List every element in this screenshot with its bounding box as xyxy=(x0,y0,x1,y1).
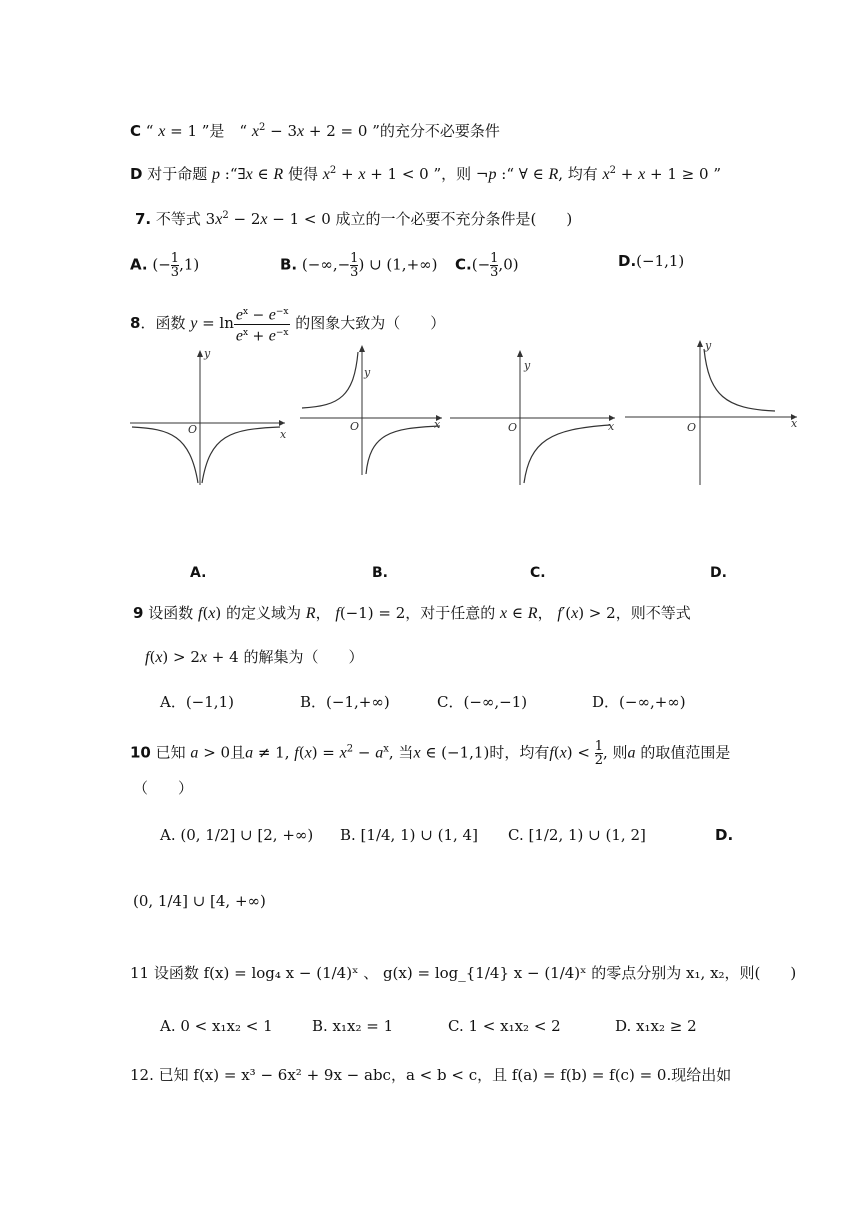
graph-a-y-label: y xyxy=(204,347,211,360)
question-8: 8．函数 y = ln $\frac{e^x - e^{-x}}{e^x + e^{-x}}$ 的图象大致为（ ） xyxy=(130,304,445,344)
q7-option-b: B. (−∞,− $\frac{1}{3}$ ) ∪ (1,+∞) xyxy=(280,251,438,280)
q10-option-d-label: D. xyxy=(715,826,734,844)
graph-a xyxy=(130,345,290,490)
q7-option-a: A. (− $\frac{1}{3}$ ,1) xyxy=(130,251,200,280)
graph-d-x-label: x xyxy=(791,417,798,430)
graph-b-label: B. xyxy=(372,565,388,581)
graph-d-origin: O xyxy=(687,421,697,434)
graph-d-y-label: y xyxy=(705,339,712,352)
question-9-line-1: 9 设函数 f(x) 的定义域为 R， f(−1) = 2，对于任意的 x ∈ R， f′(x) > 2，则不等式 xyxy=(133,604,691,622)
q10-option-a: A. (0, 1/2] ∪ [2, +∞) xyxy=(160,826,314,844)
graph-a-x-label: x xyxy=(280,428,287,441)
graph-b-y-label: y xyxy=(364,366,371,379)
question-11: 11 设函数 f(x) = log₄ x − (1/4)ˣ 、 g(x) = log_{1/4} x − (1/4)ˣ 的零点分别为 x₁, x₂，则( ) xyxy=(130,964,797,982)
graph-b xyxy=(300,340,448,480)
question-12: 12. 已知 f(x) = x³ − 6x² + 9x − abc，a < b < c，且 f(a) = f(b) = f(c) = 0.现给出如 xyxy=(130,1066,732,1084)
q11-option-d: D. x₁x₂ ≥ 2 xyxy=(615,1017,697,1035)
q7-option-d: D.(−1,1) xyxy=(618,252,685,270)
question-10-line-1: 10 已知 a > 0且a ≠ 1, $f(x) = x^2 - a^x$, 当x ∈ (−1,1)时，均有f(x) < $\frac{1}{2}$ , 则a 的取值范围是 xyxy=(130,739,731,768)
question-10-line-2: （ ） xyxy=(133,779,194,797)
graph-b-origin: O xyxy=(350,420,360,433)
graph-c-x-label: x xyxy=(608,420,615,433)
graph-c-origin: O xyxy=(508,421,518,434)
q7-option-c: C.(− $\frac{1}{3}$ ,0) xyxy=(455,251,519,280)
graph-d-label: D. xyxy=(710,565,727,581)
statement-c: C “ x = 1 ”是 “ $x^2 - 3x + 2 = 0$ ”的充分不必要条件 xyxy=(130,122,500,140)
q10-option-b: B. [1/4, 1) ∪ (1, 4] xyxy=(340,826,478,844)
graph-c xyxy=(450,345,620,490)
q10-option-d: (0, 1/4] ∪ [4, +∞) xyxy=(133,892,266,910)
q9-option-c: C．(−∞,−1) xyxy=(437,693,528,711)
graph-c-y-label: y xyxy=(524,359,531,372)
q9-option-b: B．(−1,+∞) xyxy=(300,693,390,711)
q9-option-d: D．(−∞,+∞) xyxy=(592,693,686,711)
q11-option-c: C. 1 < x₁x₂ < 2 xyxy=(448,1017,561,1035)
question-7: 7. 不等式 $3x^2 - 2x - 1 < 0$ 成立的一个必要不充分条件是( ) xyxy=(135,210,573,228)
q11-option-b: B. x₁x₂ = 1 xyxy=(312,1017,394,1035)
question-9-line-2: f(x) > 2x + 4 的解集为（ ） xyxy=(145,648,364,666)
statement-d: D 对于命题 p :“∃x ∈ R 使得 $x^2 + x + 1 < 0$ ”，则 ¬p :“ ∀ ∈ R, 均有 $x^2 + x + 1 \ge 0$ ” xyxy=(130,165,721,183)
q9-option-a: A．(−1,1) xyxy=(160,693,234,711)
graph-a-origin: O xyxy=(188,423,198,436)
graph-a-label: A. xyxy=(190,565,207,581)
graph-b-x-label: x xyxy=(434,418,441,431)
graph-c-label: C. xyxy=(530,565,546,581)
q10-option-c: C. [1/2, 1) ∪ (1, 2] xyxy=(508,826,646,844)
q11-option-a: A. 0 < x₁x₂ < 1 xyxy=(160,1017,273,1035)
graph-d xyxy=(625,335,805,490)
